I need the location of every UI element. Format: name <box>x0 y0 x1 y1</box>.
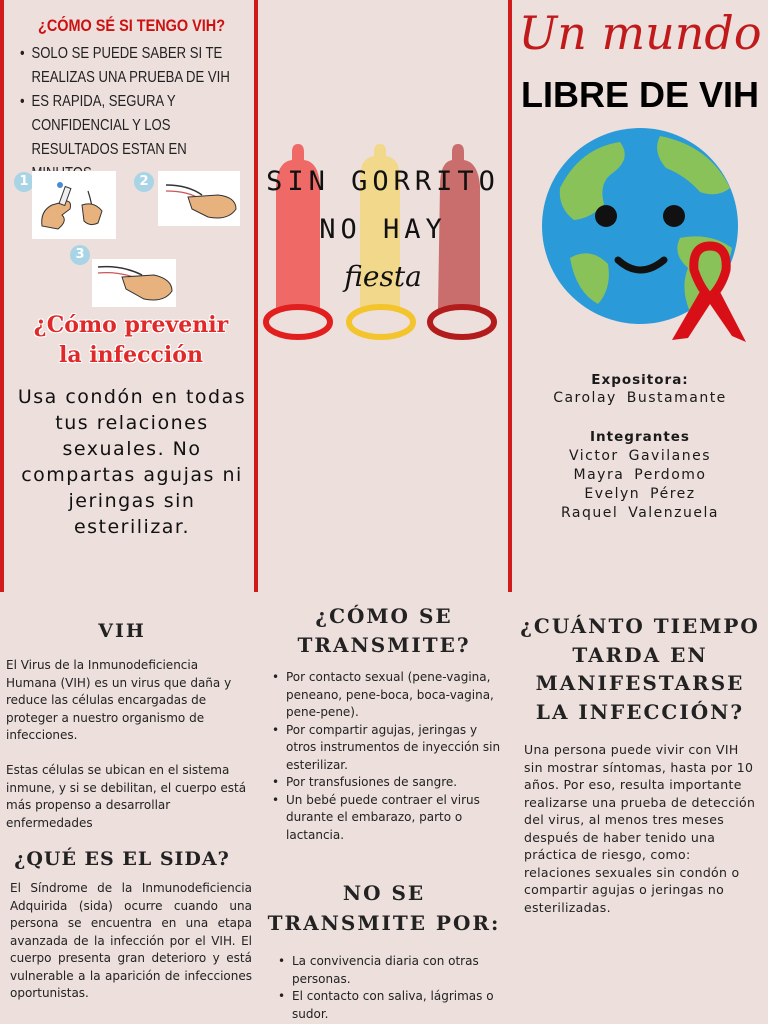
transmission-title-line2: TRANSMITE? <box>297 633 471 657</box>
bottom-middle-column <box>258 592 510 1024</box>
expositora-label: Expositora: <box>591 372 689 388</box>
transmission-title-line1: ¿CÓMO SE <box>315 604 453 628</box>
onset-title-line: MANIFESTARSE <box>535 671 745 695</box>
slogan-line3: fiesta <box>344 260 422 293</box>
no-transmission-list <box>278 953 510 1023</box>
step-1-image <box>32 171 116 239</box>
vih-paragraph-1: El Virus de la Inmunodeficiencia Humana (VIH) es un virus que daña y reduce las células encargadas de proteger a nuestro organismo de infecciones. <box>6 658 232 742</box>
slogan-line1: SIN GORRITO <box>266 166 500 197</box>
prevent-title-line1: ¿Cómo prevenir <box>33 312 229 338</box>
test-heading: ¿CÓMO SÉ SI TENGO VIH? <box>38 16 226 35</box>
step-badge-2: 2 <box>134 172 154 192</box>
expositora-name: Carolay Bustamante <box>553 390 727 406</box>
onset-title-line: LA INFECCIÓN? <box>535 699 745 724</box>
transmission-title <box>258 602 510 660</box>
list-item: • Por compartir agujas, jeringas y otros instrumentos de inyección sin esterilizar. <box>272 722 508 775</box>
panel-2 <box>258 0 508 592</box>
bullet-item: • ES RAPIDA, SEGURA Y CONFIDENCIAL Y LOS RESULTADOS ESTAN EN <box>20 90 246 186</box>
prevent-title <box>8 310 254 370</box>
onset-title-line: ¿CUÁNTO TIEMPO <box>520 614 760 638</box>
step-badge-1: 1 <box>14 172 34 192</box>
no-transmission-title-line1: NO SE <box>342 881 426 905</box>
prevent-text: Usa condón en todas tus relaciones sexuales. No compartas agujas ni jeringas sin esterilizar. <box>17 386 247 538</box>
panel-1 <box>8 0 254 592</box>
list-item: • Por transfusiones de sangre. <box>272 774 508 792</box>
step-3-image <box>92 259 176 307</box>
bullet-item: • SOLO SE PUEDE SABER SI TE REALIZAS UNA PRUEBA DE VIH <box>20 42 246 90</box>
onset-title-line: TARDA EN <box>572 642 708 667</box>
integrante: Raquel Valenzuela <box>561 505 719 521</box>
vih-title: VIH <box>98 620 146 642</box>
sida-paragraph: El Síndrome de la Inmunodeficiencia Adquirida (sida) ocurre cuando una persona se encuentra en una etapa avanzada de la infección por el VIH. El cuerpo presenta gran deterioro y está vulnerable a la aparición de infecciones oportunistas. <box>10 881 252 1000</box>
onset-title <box>512 612 768 726</box>
list-item: • La convivencia diaria con otras personas. <box>278 953 510 988</box>
bottom-right-column <box>512 592 768 1024</box>
prevent-title-line2: la infección <box>59 342 203 368</box>
integrante: Victor Gavilanes <box>569 448 711 464</box>
step-2-image <box>158 171 240 226</box>
earth-illustration <box>540 128 750 350</box>
left-border <box>0 0 4 592</box>
integrante: Evelyn Pérez <box>584 486 696 502</box>
integrantes-label: Integrantes <box>590 429 690 445</box>
no-transmission-title-line2: TRANSMITE POR: <box>267 911 501 935</box>
list-item: • Por contacto sexual (pene-vagina, peneano, pene-boca, boca-vagina, pene-pene). <box>272 669 508 722</box>
bottom-left-column <box>0 592 256 1024</box>
step-badge-3: 3 <box>70 245 90 265</box>
no-transmission-title <box>258 878 510 938</box>
list-item: • Un bebé puede contraer el virus durante el embarazo, parto o lactancia. <box>272 792 508 845</box>
sida-title: ¿QUÉ ES EL SIDA? <box>14 848 230 870</box>
list-item: • El contacto con saliva, lágrimas o sudor. <box>278 988 510 1023</box>
title-bold: LIBRE DE VIH <box>520 74 760 115</box>
integrantes-list <box>512 447 768 523</box>
integrante: Mayra Perdomo <box>573 467 707 483</box>
vih-paragraph-2: Estas células se ubican en el sistema inmune, y si se debilitan, el cuerpo está más propenso a desarrollar enfermedades <box>6 763 247 830</box>
slogan-line2: NO HAY <box>319 214 447 245</box>
transmission-list <box>272 669 508 844</box>
title-script: Un mundo <box>518 6 762 60</box>
panel-3 <box>512 0 768 592</box>
test-bullets <box>20 42 246 186</box>
onset-paragraph: Una persona puede vivir con VIH sin mostrar síntomas, hasta por 10 años. Por eso, resulta importante realizarse una prueba de detección del virus, al menos tres meses después de haber tenido una práctica de riesgo, como: relaciones sexuales sin condón o compartir agujas o jeringas no esterilizadas. <box>524 742 756 915</box>
